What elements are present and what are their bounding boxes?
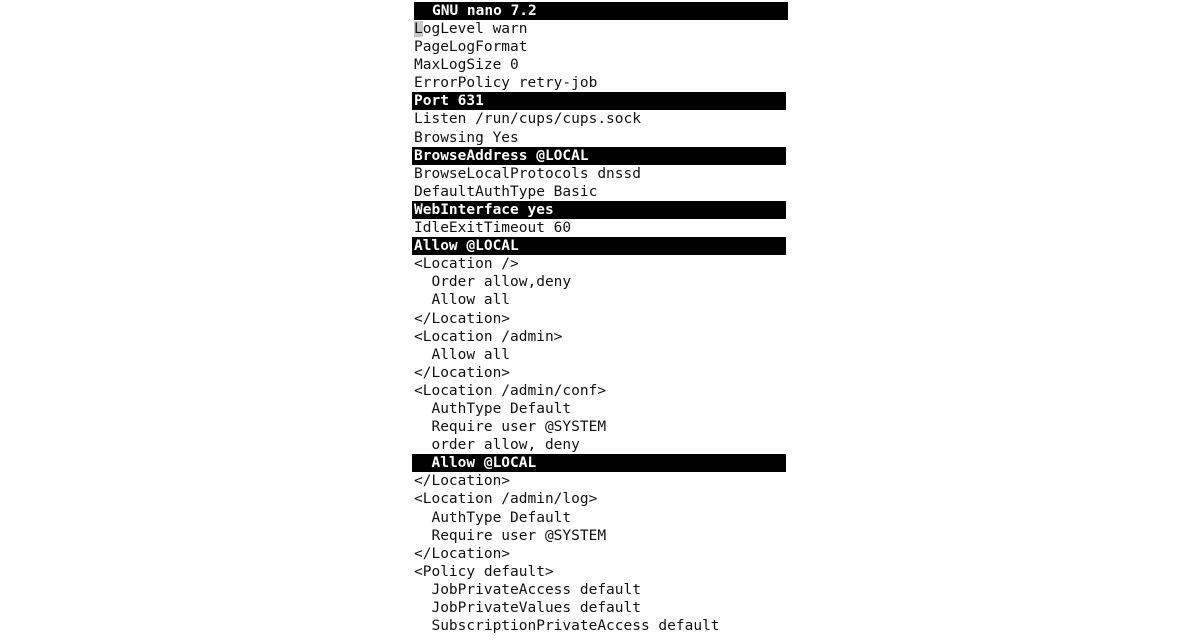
- text-buffer[interactable]: [412, 20, 788, 635]
- buffer-line-highlighted[interactable]: Allow @LOCAL: [412, 237, 786, 255]
- editor-title: GNU nano 7.2: [432, 3, 537, 19]
- buffer-line-highlighted[interactable]: BrowseAddress @LOCAL: [412, 147, 786, 165]
- buffer-line[interactable]: <Location />: [414, 256, 519, 273]
- buffer-line[interactable]: Order allow,deny: [414, 274, 572, 291]
- buffer-line[interactable]: Require user @SYSTEM: [414, 527, 607, 544]
- buffer-line[interactable]: <Location /admin>: [414, 328, 563, 345]
- buffer-line-text: ogLevel warn: [422, 21, 528, 37]
- buffer-line[interactable]: AuthType Default: [414, 400, 572, 417]
- buffer-line[interactable]: Listen /run/cups/cups.sock: [414, 111, 641, 128]
- buffer-line[interactable]: </Location>: [414, 364, 511, 381]
- buffer-line[interactable]: order allow, deny: [414, 437, 580, 454]
- buffer-line-first[interactable]: [412, 20, 788, 38]
- buffer-line[interactable]: ErrorPolicy retry-job: [414, 75, 598, 92]
- buffer-line[interactable]: AuthType Default: [414, 509, 572, 526]
- buffer-line[interactable]: MaxLogSize 0: [414, 57, 519, 74]
- buffer-line-highlighted[interactable]: Port 631: [412, 92, 786, 110]
- buffer-line[interactable]: Browsing Yes: [414, 129, 519, 146]
- buffer-line[interactable]: Allow all: [414, 292, 511, 309]
- buffer-line[interactable]: </Location>: [414, 473, 511, 490]
- nano-editor[interactable]: [412, 2, 788, 642]
- title-bar: [414, 2, 788, 20]
- buffer-line[interactable]: </Location>: [414, 310, 511, 327]
- buffer-line-highlighted[interactable]: Allow @LOCAL: [412, 454, 786, 472]
- buffer-line[interactable]: Allow all: [414, 346, 511, 363]
- buffer-line[interactable]: Require user @SYSTEM: [414, 419, 607, 436]
- buffer-line[interactable]: PageLogFormat: [414, 39, 528, 56]
- buffer-line[interactable]: IdleExitTimeout 60: [414, 220, 572, 237]
- buffer-line[interactable]: <Location /admin/log>: [414, 491, 598, 508]
- buffer-line[interactable]: </Location>: [414, 545, 511, 562]
- text-cursor: L: [414, 21, 423, 37]
- buffer-line[interactable]: DefaultAuthType Basic: [414, 183, 598, 200]
- buffer-line[interactable]: <Location /admin/conf>: [414, 382, 607, 399]
- buffer-line[interactable]: BrowseLocalProtocols dnssd: [414, 165, 641, 182]
- buffer-line[interactable]: JobPrivateValues default: [414, 600, 641, 616]
- buffer-line[interactable]: <Policy default>: [414, 563, 554, 580]
- buffer-line-highlighted[interactable]: WebInterface yes: [412, 201, 786, 219]
- buffer-line[interactable]: SubscriptionPrivateAccess default: [414, 618, 720, 635]
- buffer-line[interactable]: JobPrivateAccess default: [414, 581, 641, 598]
